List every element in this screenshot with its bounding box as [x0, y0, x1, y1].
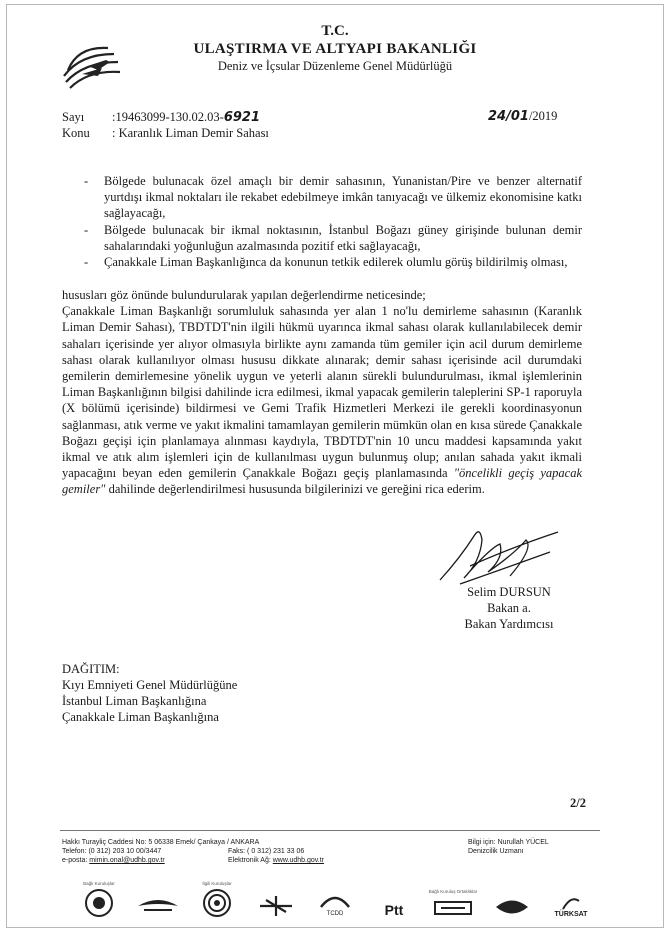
list-item — [62, 173, 582, 222]
satellite-icon — [561, 895, 581, 911]
list-item — [62, 254, 582, 270]
footer-contact — [228, 847, 324, 865]
konu-label: Konu — [62, 126, 90, 140]
sayi-handwritten: 6921 — [223, 110, 260, 125]
date-handwritten: 24/01 — [488, 109, 529, 124]
bullet-list — [62, 173, 582, 270]
org-logo-2 — [129, 887, 187, 918]
ptt-label: Ptt — [384, 902, 404, 918]
turksat-label: TÜRKSAT — [554, 911, 588, 918]
signatory-title: Bakan Yardımcısı — [464, 617, 554, 631]
list-item — [62, 222, 582, 254]
org-logo-4 — [247, 885, 305, 918]
signatory-authority: Bakan a. — [487, 601, 531, 615]
org-logo-1 — [70, 881, 128, 918]
fax-text: Faks: ( 0 312) 231 33 06 — [228, 848, 305, 855]
aviation-icon — [258, 892, 294, 918]
email-label: e-posta: — [62, 857, 90, 864]
intro-paragraph: hususları göz önünde bulundurularak yapılan değerlendirme neticesinde; — [62, 288, 426, 302]
list-item: İstanbul Liman Başkanlığına — [62, 694, 207, 708]
bullet-dash: - — [84, 255, 89, 270]
sayi-label: Sayı — [62, 110, 85, 124]
list-item: Kıyı Emniyeti Genel Müdürlüğüne — [62, 678, 238, 692]
web-label: Elektronik Ağ: — [228, 857, 273, 864]
closing-text: dahilinde değerlendirilmesi hususunda bilgilerinizi ve gereğini rica ederim. — [105, 482, 485, 497]
ministry-name: ULAŞTIRMA VE ALTYAPI BAKANLIĞI — [193, 41, 477, 57]
document-date — [488, 109, 557, 124]
tcdd-logo-icon — [317, 889, 353, 911]
web-row — [228, 856, 324, 865]
email-link[interactable]: mimin.onal@udhb.gov.tr — [89, 857, 165, 864]
footer-info — [468, 838, 549, 856]
wings-icon — [136, 894, 180, 918]
logo-group-caption: Bağlı Kuruluş Ortaklıklar — [428, 889, 478, 894]
decision-text: Çanakkale Liman Başkanlığı sorumluluk sahasında yer alan 1 no'lu demirleme sahasının (Karanlık Liman Demir Sahası), TBDTDT'nin ilgili hükmü uyarınca ikmal sahası olarak kullanılabilecek demir sahaları içerisinde yer alıyor olmasıyla birlikte aynı zamanda tüm gemiler için acil durum demirleme sahası olarak kullanılıyor olması hususu dikkate alınarak; demir sahası içerisinde acil durumdaki gemilerin demirlemesine yönelik uygun ve yeterli alanın sürekli bulundurulması, ikmal işlemlerinin Liman Başkanlığının bilgisi dahilinde icra edilmesi, ikmal yapacak gemilerin taleplerini SP-1 raporuyla (X bölümü içerisinde) bildirmesi ve Gemi Trafik Hizmetleri Merkezi ile gerekli koordinasyonun sağlanması, atık verme ve yakıt ikmalini tamamlayan gemilerin mümkün olan en kısa sürede Çanakkale Boğazı geçişi için planlamaya alınması kaydıyla, TBDTDT'nin 10 uncu maddesi kapsamında yakıt ikmal ve atık alım işlemleri için de kullanılması uygun bulunmuş olup; anılan sahada yakıt ikmali yapacağını beyan eden gemilerin Çanakkale Boğazı geçiş planlamasında — [62, 304, 582, 481]
organization-logos — [70, 876, 600, 918]
department-name: Deniz ve İçsular Düzenleme Genel Müdürlüğü — [217, 59, 453, 73]
emblem-icon — [84, 888, 114, 918]
org-logo-3 — [188, 881, 246, 918]
bullet-text: Bölgede bulunacak özel amaçlı bir demir sahasının, Yunanistan/Pire ve benzer alternatif yurtdışı ikmal noktaları ile rekabet edebilmeye imkân tanıyacağı ve ülkemiz ekonomisine katkı sağlayacağı, — [104, 174, 582, 221]
main-text — [62, 287, 582, 498]
distribution-title: DAĞITIM: — [62, 662, 120, 676]
org-logo-ptt — [365, 902, 423, 918]
signature-block — [434, 584, 584, 632]
signatory-name: Selim DURSUN — [467, 585, 551, 599]
subject-row — [62, 125, 269, 141]
emblem-icon — [431, 896, 475, 918]
tcdd-label: TCDD — [326, 911, 344, 917]
address-text: Hakkı Turayliç Caddesi No: 5 06338 Emek/ Çankaya / ANKARA — [62, 839, 260, 846]
decision-paragraph — [62, 303, 582, 497]
reference-number-row — [62, 109, 260, 126]
org-logo-7 — [424, 889, 482, 918]
phone-text: Telefon: (0 312) 203 10 00/3447 — [62, 848, 162, 855]
web-link[interactable]: www.udhb.gov.tr — [272, 857, 324, 864]
sayi-value: :19463099-130.02.03- — [112, 110, 224, 124]
priority-phrase: "öncelikli geçiş yapacak gemiler" — [62, 466, 582, 497]
emblem-icon — [492, 896, 532, 918]
bullet-text: Bölgede bulunacak bir ikmal noktasının, İstanbul Boğazı güney girişinde bulunan demir sahalarındaki yoğunluğun azalmasında pozitif etki sağlayacağı, — [104, 222, 582, 253]
list-item: Çanakkale Liman Başkanlığına — [62, 710, 219, 724]
bullet-dash: - — [84, 174, 89, 188]
org-logo-8 — [483, 889, 541, 918]
org-logo-tcdd — [306, 889, 364, 918]
info-contact: Bilgi için: Nurullah YÜCEL — [468, 839, 549, 846]
footer-divider — [60, 830, 600, 831]
org-logo-turksat — [542, 895, 600, 918]
logo-group-caption: İlgili Kuruluşlar — [202, 881, 232, 886]
bullet-text: Çanakkale Liman Başkanlığınca da konunun tetkik edilerek olumlu görüş bildirilmiş olması, — [104, 255, 568, 270]
date-year: /2019 — [528, 109, 558, 123]
letterhead — [0, 22, 670, 74]
distribution-list — [62, 661, 237, 725]
tc-label: T.C. — [321, 23, 349, 39]
seal-icon — [202, 888, 232, 918]
logo-group-caption: Bağlı Kuruluşlar — [83, 881, 115, 886]
konu-value: : Karanlık Liman Demir Sahası — [112, 126, 269, 140]
bullet-dash: - — [84, 222, 89, 237]
page-number: 2/2 — [570, 796, 586, 810]
info-title: Denizcilik Uzmanı — [468, 848, 524, 855]
